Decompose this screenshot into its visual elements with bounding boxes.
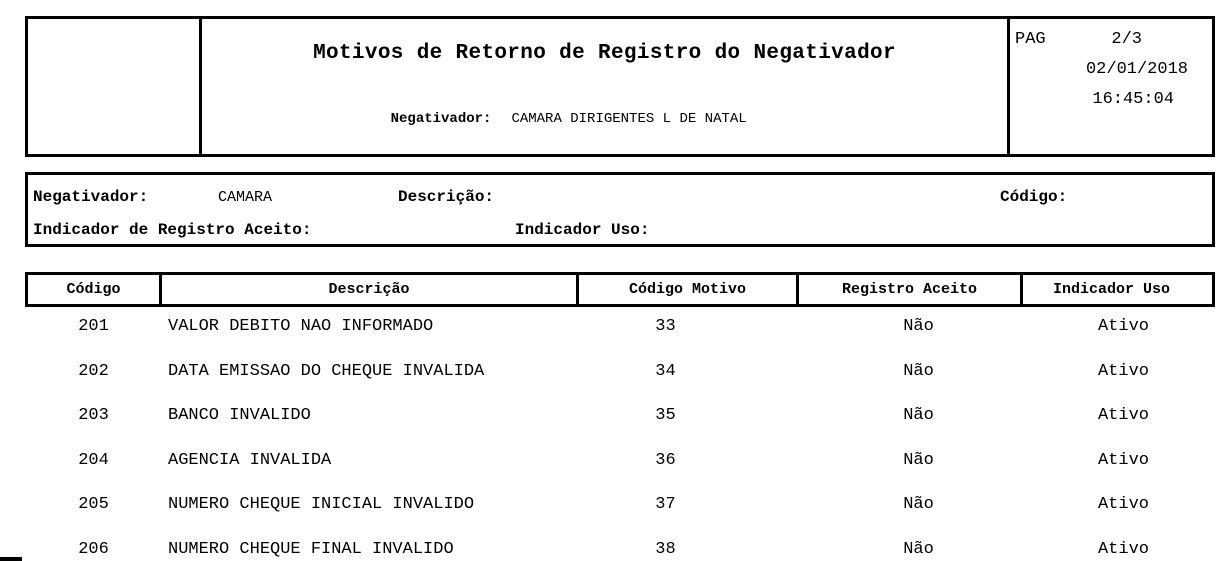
page-info-cell bbox=[1010, 19, 1212, 154]
cell-descricao: AGENCIA INVALIDA bbox=[168, 450, 332, 470]
filter-descricao-label: Descrição: bbox=[398, 188, 495, 206]
cell-codigo: 201 bbox=[78, 317, 109, 336]
cell-codigo: 204 bbox=[78, 450, 109, 470]
pag-label: PAG bbox=[1015, 30, 1046, 49]
filter-indicador-uso-label: Indicador Uso: bbox=[515, 221, 650, 239]
column-header-descricao: Descrição bbox=[162, 275, 579, 304]
column-header-indicador-uso: Indicador Uso bbox=[1052, 281, 1171, 298]
bottom-edge-line bbox=[0, 557, 22, 561]
filter-negativador-label: Negativador: bbox=[33, 188, 149, 206]
report-header-box bbox=[25, 16, 1215, 157]
table-row bbox=[25, 352, 1215, 397]
table-row bbox=[25, 485, 1215, 530]
report-date: 02/01/2018 bbox=[1085, 60, 1188, 79]
header-negativador-line bbox=[357, 95, 747, 143]
table-header-row bbox=[25, 272, 1215, 307]
header-negativador-value: CAMARA DIRIGENTES L DE NATAL bbox=[511, 111, 747, 127]
table-row bbox=[25, 307, 1215, 352]
cell-registro-aceito: Não bbox=[903, 361, 934, 381]
column-header-codigo: Código bbox=[28, 275, 162, 304]
cell-indicador-uso: Ativo bbox=[1097, 539, 1149, 559]
cell-codigo-motivo: 36 bbox=[655, 450, 676, 470]
page-number: 2/3 bbox=[1111, 30, 1142, 49]
cell-descricao: DATA EMISSAO DO CHEQUE INVALIDA bbox=[168, 361, 485, 381]
table-body bbox=[25, 307, 1215, 561]
cell-codigo-motivo: 33 bbox=[655, 317, 676, 336]
cell-indicador-uso: Ativo bbox=[1097, 450, 1149, 470]
filter-codigo-label: Código: bbox=[1000, 188, 1068, 206]
cell-codigo-motivo: 37 bbox=[655, 495, 676, 514]
filter-panel bbox=[25, 172, 1215, 247]
filter-negativador-value: CAMARA bbox=[218, 189, 273, 206]
filter-indicador-registro-aceito-label: Indicador de Registro Aceito: bbox=[33, 221, 312, 239]
cell-codigo: 205 bbox=[78, 495, 109, 514]
cell-descricao: NUMERO CHEQUE FINAL INVALIDO bbox=[168, 539, 454, 559]
report-time: 16:45:04 bbox=[1092, 90, 1174, 109]
cell-indicador-uso: Ativo bbox=[1097, 406, 1149, 425]
logo-cell-divider bbox=[199, 19, 202, 154]
table-row bbox=[25, 396, 1215, 441]
cell-registro-aceito: Não bbox=[903, 317, 934, 336]
page-info-row bbox=[1010, 30, 1212, 60]
cell-codigo-motivo: 35 bbox=[655, 406, 676, 425]
cell-descricao: NUMERO CHEQUE INICIAL INVALIDO bbox=[168, 495, 475, 514]
cell-registro-aceito: Não bbox=[903, 539, 934, 559]
cell-indicador-uso: Ativo bbox=[1097, 495, 1149, 514]
cell-codigo: 203 bbox=[78, 406, 109, 425]
column-header-codigo-motivo: Código Motivo bbox=[579, 275, 799, 304]
header-negativador-label: Negativador: bbox=[390, 111, 492, 127]
cell-registro-aceito: Não bbox=[903, 450, 934, 470]
cell-codigo-motivo: 38 bbox=[655, 539, 676, 559]
cell-indicador-uso: Ativo bbox=[1097, 361, 1149, 381]
column-header-registro-aceito: Registro Aceito bbox=[799, 275, 1023, 304]
table-row bbox=[25, 530, 1215, 561]
report-title: Motivos de Retorno de Registro do Negativador bbox=[313, 42, 896, 65]
cell-codigo: 206 bbox=[78, 539, 109, 559]
cell-descricao: VALOR DEBITO NAO INFORMADO bbox=[168, 317, 434, 336]
cell-indicador-uso: Ativo bbox=[1097, 317, 1149, 336]
table-row bbox=[25, 441, 1215, 486]
cell-descricao: BANCO INVALIDO bbox=[168, 406, 311, 425]
cell-registro-aceito: Não bbox=[903, 406, 934, 425]
cell-codigo-motivo: 34 bbox=[655, 361, 676, 381]
cell-registro-aceito: Não bbox=[903, 495, 934, 514]
cell-codigo: 202 bbox=[78, 361, 109, 381]
